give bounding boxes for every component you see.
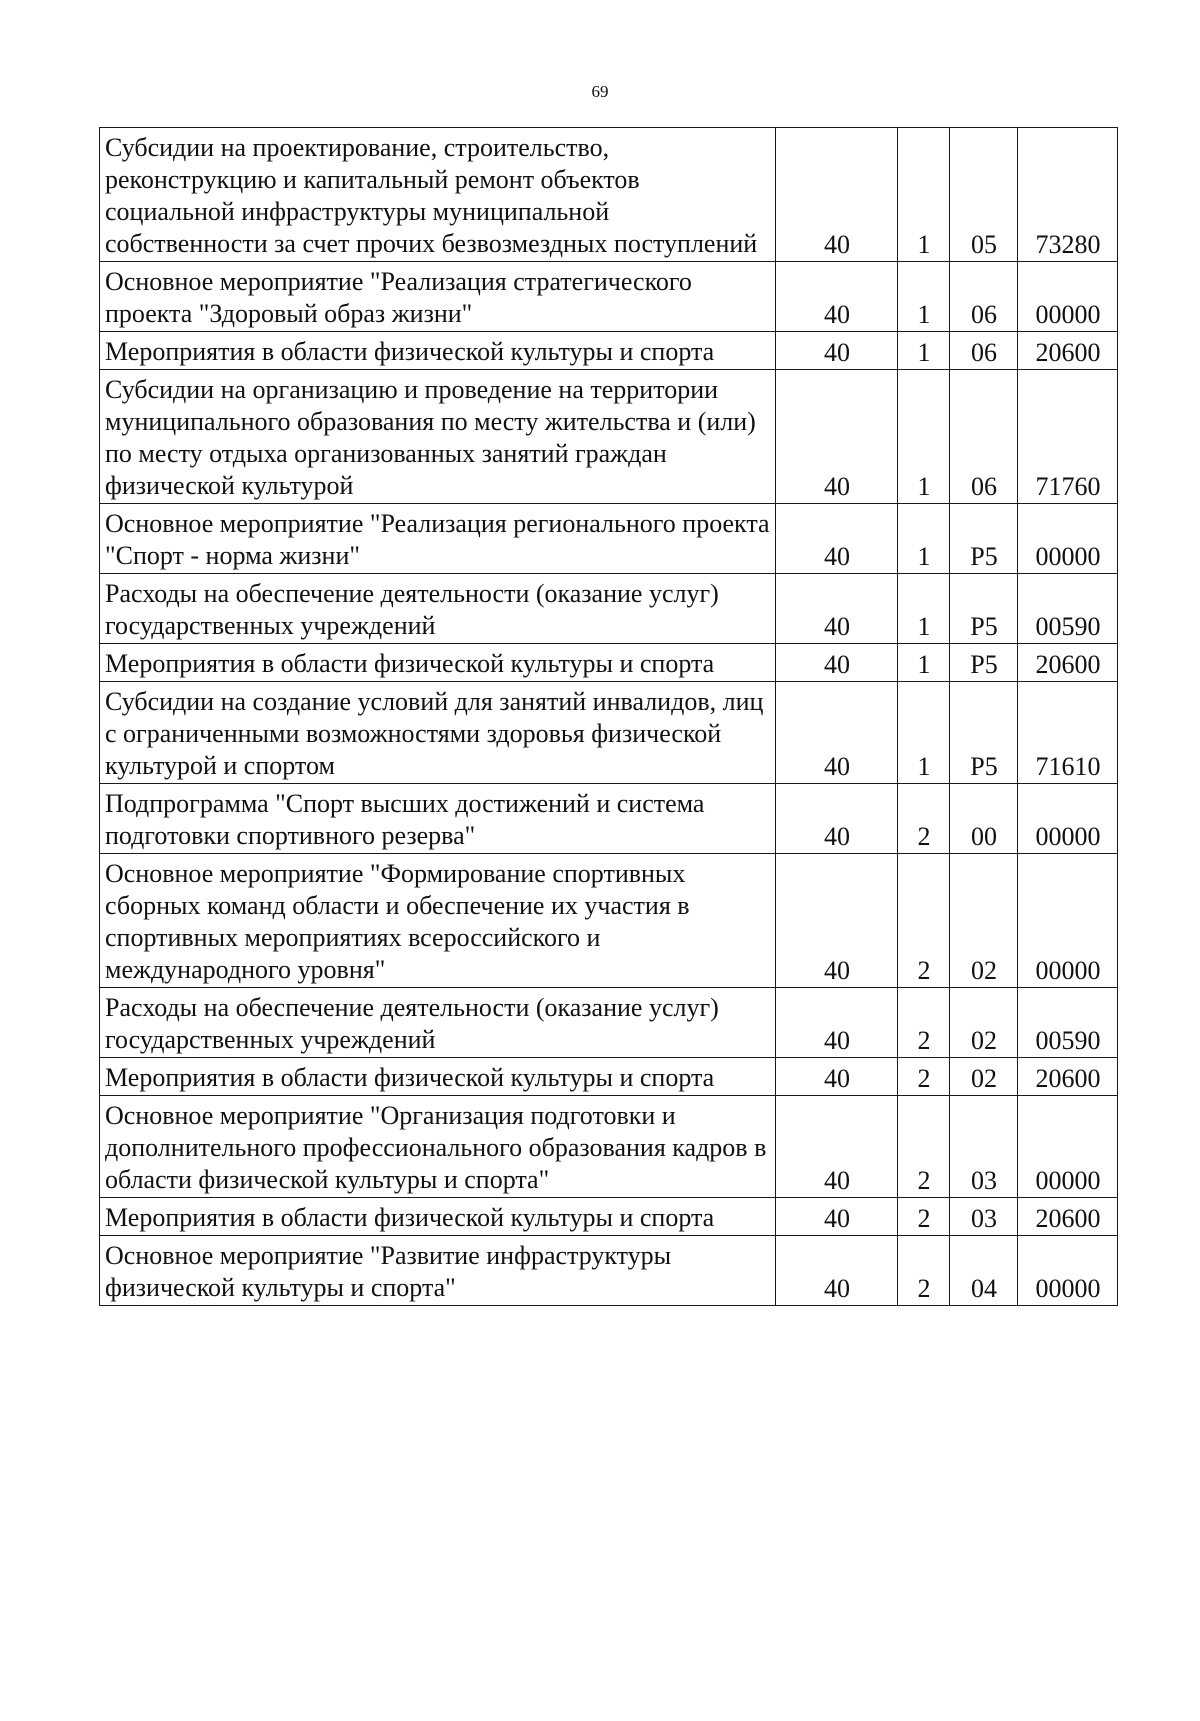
code-activity: 06 xyxy=(950,370,1018,504)
code-activity: 02 xyxy=(950,1058,1018,1096)
code-direction: 00590 xyxy=(1018,988,1118,1058)
code-subprogram: 2 xyxy=(898,784,950,854)
row-description: Основное мероприятие "Организация подготовки и дополнительного профессионального образования кадров в области физической культуры и спорта" xyxy=(100,1096,776,1198)
code-activity: 02 xyxy=(950,854,1018,988)
code-activity: 02 xyxy=(950,988,1018,1058)
code-direction: 00000 xyxy=(1018,1236,1118,1306)
code-direction: 00590 xyxy=(1018,574,1118,644)
table-row xyxy=(100,504,1118,574)
code-ministry: 40 xyxy=(776,784,898,854)
row-description: Субсидии на проектирование, строительство, реконструкцию и капитальный ремонт объектов социальной инфраструктуры муниципальной собственности за счет прочих безвозмездных поступлений xyxy=(100,128,776,262)
code-subprogram: 1 xyxy=(898,128,950,262)
code-subprogram: 2 xyxy=(898,1096,950,1198)
code-subprogram: 1 xyxy=(898,644,950,682)
code-ministry: 40 xyxy=(776,1058,898,1096)
row-description: Мероприятия в области физической культуры и спорта xyxy=(100,1198,776,1236)
row-description: Мероприятия в области физической культуры и спорта xyxy=(100,1058,776,1096)
code-activity: 06 xyxy=(950,332,1018,370)
table-row xyxy=(100,644,1118,682)
code-activity: P5 xyxy=(950,644,1018,682)
code-subprogram: 2 xyxy=(898,1058,950,1096)
code-subprogram: 1 xyxy=(898,262,950,332)
row-description: Расходы на обеспечение деятельности (оказание услуг) государственных учреждений xyxy=(100,988,776,1058)
code-activity: 05 xyxy=(950,128,1018,262)
code-activity: 03 xyxy=(950,1198,1018,1236)
code-subprogram: 1 xyxy=(898,332,950,370)
code-subprogram: 2 xyxy=(898,988,950,1058)
code-direction: 20600 xyxy=(1018,1198,1118,1236)
code-subprogram: 2 xyxy=(898,1236,950,1306)
code-subprogram: 1 xyxy=(898,574,950,644)
code-ministry: 40 xyxy=(776,574,898,644)
table-row xyxy=(100,262,1118,332)
code-ministry: 40 xyxy=(776,128,898,262)
row-description: Подпрограмма "Спорт высших достижений и система подготовки спортивного резерва" xyxy=(100,784,776,854)
code-direction: 73280 xyxy=(1018,128,1118,262)
code-subprogram: 1 xyxy=(898,682,950,784)
code-subprogram: 1 xyxy=(898,370,950,504)
code-direction: 20600 xyxy=(1018,332,1118,370)
table-row xyxy=(100,1058,1118,1096)
table-row xyxy=(100,682,1118,784)
code-activity: 04 xyxy=(950,1236,1018,1306)
table-row xyxy=(100,332,1118,370)
code-activity: P5 xyxy=(950,574,1018,644)
code-ministry: 40 xyxy=(776,262,898,332)
code-direction: 00000 xyxy=(1018,262,1118,332)
code-ministry: 40 xyxy=(776,1236,898,1306)
code-direction: 00000 xyxy=(1018,504,1118,574)
code-ministry: 40 xyxy=(776,504,898,574)
code-subprogram: 2 xyxy=(898,1198,950,1236)
code-activity: 06 xyxy=(950,262,1018,332)
page-number: 69 xyxy=(591,82,609,101)
table-row xyxy=(100,1198,1118,1236)
row-description: Расходы на обеспечение деятельности (оказание услуг) государственных учреждений xyxy=(100,574,776,644)
table-row xyxy=(100,370,1118,504)
table-row xyxy=(100,1236,1118,1306)
code-activity: P5 xyxy=(950,504,1018,574)
row-description: Мероприятия в области физической культуры и спорта xyxy=(100,644,776,682)
row-description: Основное мероприятие "Развитие инфраструктуры физической культуры и спорта" xyxy=(100,1236,776,1306)
code-ministry: 40 xyxy=(776,988,898,1058)
row-description: Субсидии на организацию и проведение на территории муниципального образования по месту жительства и (или) по месту отдыха организованных занятий граждан физической культурой xyxy=(100,370,776,504)
row-description: Основное мероприятие "Формирование спортивных сборных команд области и обеспечение их участия в спортивных мероприятиях всероссийского и международного уровня" xyxy=(100,854,776,988)
code-ministry: 40 xyxy=(776,644,898,682)
table-row xyxy=(100,854,1118,988)
code-direction: 71760 xyxy=(1018,370,1118,504)
code-subprogram: 1 xyxy=(898,504,950,574)
code-activity: 00 xyxy=(950,784,1018,854)
row-description: Основное мероприятие "Реализация регионального проекта "Спорт - норма жизни" xyxy=(100,504,776,574)
code-subprogram: 2 xyxy=(898,854,950,988)
code-activity: 03 xyxy=(950,1096,1018,1198)
table-row xyxy=(100,784,1118,854)
table-row xyxy=(100,128,1118,262)
budget-table xyxy=(99,127,1118,1306)
table-row xyxy=(100,988,1118,1058)
code-direction: 20600 xyxy=(1018,1058,1118,1096)
code-activity: P5 xyxy=(950,682,1018,784)
code-direction: 00000 xyxy=(1018,784,1118,854)
code-ministry: 40 xyxy=(776,1198,898,1236)
code-ministry: 40 xyxy=(776,1096,898,1198)
code-ministry: 40 xyxy=(776,854,898,988)
code-direction: 00000 xyxy=(1018,1096,1118,1198)
code-direction: 00000 xyxy=(1018,854,1118,988)
row-description: Субсидии на создание условий для занятий инвалидов, лиц с ограниченными возможностями здоровья физической культурой и спортом xyxy=(100,682,776,784)
code-direction: 71610 xyxy=(1018,682,1118,784)
code-ministry: 40 xyxy=(776,370,898,504)
code-direction: 20600 xyxy=(1018,644,1118,682)
row-description: Мероприятия в области физической культуры и спорта xyxy=(100,332,776,370)
table-row xyxy=(100,1096,1118,1198)
code-ministry: 40 xyxy=(776,682,898,784)
table-row xyxy=(100,574,1118,644)
row-description: Основное мероприятие "Реализация стратегического проекта "Здоровый образ жизни" xyxy=(100,262,776,332)
code-ministry: 40 xyxy=(776,332,898,370)
